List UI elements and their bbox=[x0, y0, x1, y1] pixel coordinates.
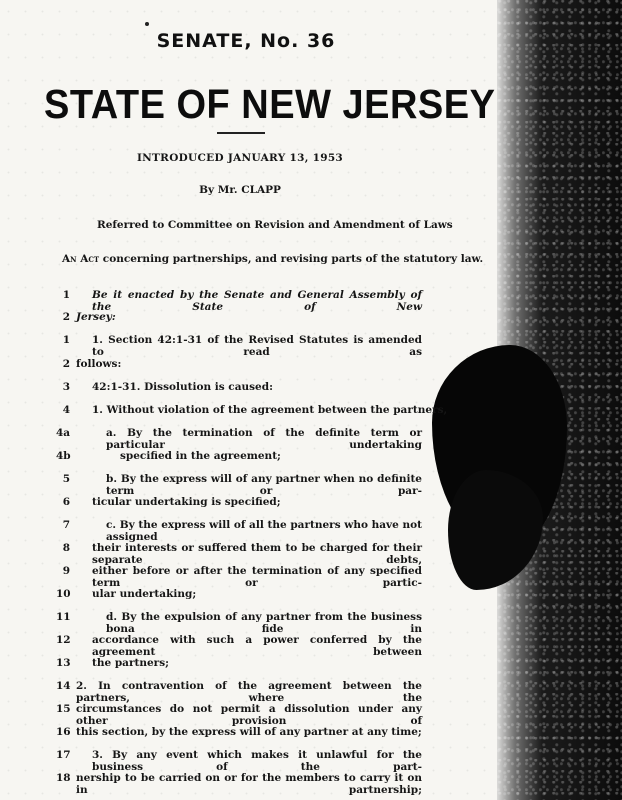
line-number: 4a bbox=[56, 427, 71, 439]
line-text: their interests or suffered them to be charged for their separate debts, bbox=[92, 542, 422, 566]
line-number: 18 bbox=[56, 772, 71, 784]
line-number: 6 bbox=[62, 496, 70, 508]
line-text: either before or after the termination of any specified term or partic- bbox=[92, 565, 422, 589]
line-text: 1. Without violation of the agreement between the partners, bbox=[92, 404, 448, 416]
title-rule bbox=[217, 132, 265, 134]
line-number: 1 bbox=[62, 334, 70, 346]
line-text: b. By the express will of any partner when no definite term or par- bbox=[106, 473, 422, 497]
line-text: Jersey: bbox=[76, 311, 116, 323]
line-number: 5 bbox=[62, 473, 70, 485]
state-title: STATE OF NEW JERSEY bbox=[44, 82, 496, 128]
line-text: this section, by the express will of any partner at any time; bbox=[76, 726, 422, 738]
line-text: 2. In contravention of the agreement between the partners, where the bbox=[76, 680, 422, 704]
line-number: 12 bbox=[56, 634, 71, 646]
line-number: 8 bbox=[62, 542, 70, 554]
bill-number: SENATE, No. 36 bbox=[156, 30, 336, 52]
line-number: 11 bbox=[56, 611, 71, 623]
line-number: 17 bbox=[56, 749, 71, 761]
line-text: nership to be carried on or for the members to carry it on in partnership; bbox=[76, 772, 422, 796]
act-title bbox=[62, 253, 483, 265]
line-text: 1. Section 42:1-31 of the Revised Statutes is amended to read as bbox=[92, 334, 422, 358]
line-number: 1 bbox=[62, 289, 70, 301]
line-number: 15 bbox=[56, 703, 71, 715]
committee-referral: Referred to Committee on Revision and Amendment of Laws bbox=[97, 219, 453, 231]
line-number: 13 bbox=[56, 657, 71, 669]
line-number: 7 bbox=[62, 519, 70, 531]
line-text: c. By the express will of all the partners who have not assigned bbox=[106, 519, 422, 543]
line-text: specified in the agreement; bbox=[120, 450, 281, 462]
line-number: 14 bbox=[56, 680, 71, 692]
line-text: ticular undertaking is specified; bbox=[92, 496, 281, 508]
line-number: 2 bbox=[62, 311, 70, 323]
act-title-prefix: An Act bbox=[62, 253, 100, 265]
line-text: d. By the expulsion of any partner from the business bona fide in bbox=[106, 611, 422, 635]
line-text: Be it enacted by the Senate and General Assembly of the State of New bbox=[92, 289, 422, 313]
line-number: 16 bbox=[56, 726, 71, 738]
line-text: follows: bbox=[76, 358, 122, 370]
line-text: ular undertaking; bbox=[92, 588, 197, 600]
line-number: 2 bbox=[62, 358, 70, 370]
line-text: 3. By any event which makes it unlawful for the business of the part- bbox=[92, 749, 422, 773]
line-number: 10 bbox=[56, 588, 71, 600]
line-text: a. By the termination of the definite term or particular undertaking bbox=[106, 427, 422, 451]
act-title-text: concerning partnerships, and revising parts of the statutory law. bbox=[102, 253, 484, 265]
bill-author: By Mr. CLAPP bbox=[199, 184, 281, 196]
introduced-date: INTRODUCED JANUARY 13, 1953 bbox=[136, 152, 344, 164]
line-number: 9 bbox=[62, 565, 70, 577]
line-text: accordance with such a power conferred by the agreement between bbox=[92, 634, 422, 658]
line-text: the partners; bbox=[92, 657, 169, 669]
line-number: 4b bbox=[56, 450, 71, 462]
line-number: 3 bbox=[62, 381, 70, 393]
line-text: circumstances do not permit a dissolution under any other provision of bbox=[76, 703, 422, 727]
ink-dot bbox=[145, 22, 149, 26]
line-text: 42:1-31. Dissolution is caused: bbox=[92, 381, 273, 393]
line-number: 4 bbox=[62, 404, 70, 416]
